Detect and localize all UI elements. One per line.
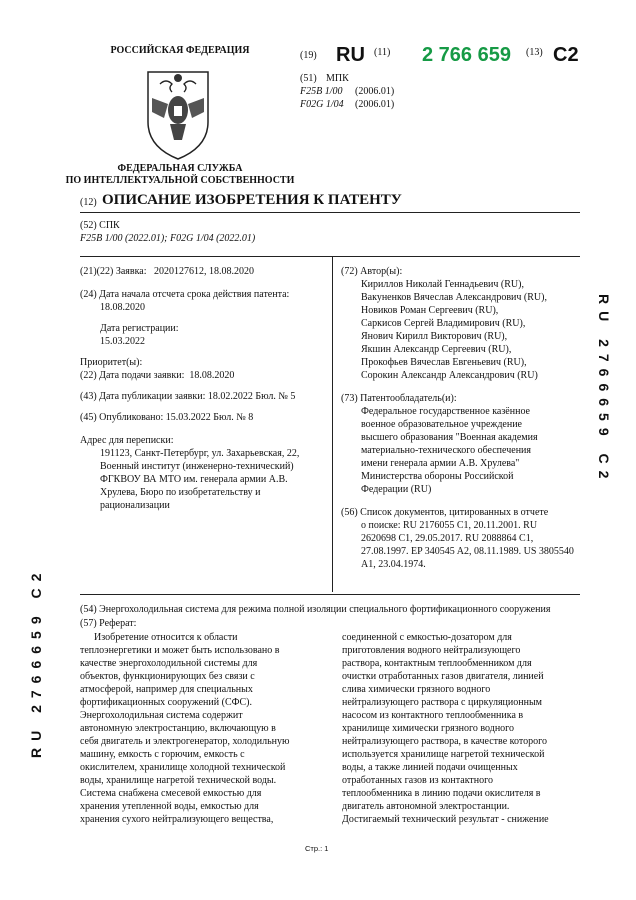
divider-top (80, 212, 580, 213)
address-line: 191123, Санкт-Петербург, ул. Захарьевская, 22, (100, 448, 300, 459)
abstract-line: насосом из контактного теплообменника в (342, 710, 524, 721)
author-item: Янович Кирилл Викторович (RU), (361, 331, 508, 342)
abstract-line: хранения утепленной воды, емкостью для (80, 801, 259, 812)
abstract-line: соединенной с емкостью-дозатором для (342, 632, 512, 643)
abstract-line: раствора, контактным теплообменником для (342, 658, 532, 669)
cited-label: (56) Список документов, цитированных в отчете (341, 507, 549, 518)
priority-label: Приоритет(ы): (80, 357, 143, 368)
author-item: Вакуненков Вячеслав Александрович (RU), (361, 292, 547, 303)
abstract-line: слива химически грязного водного (342, 684, 491, 695)
bibliographic-left (80, 265, 330, 512)
address-line: рационализации (100, 500, 170, 511)
holder-line: имени генерала армии А.В. Хрулева" (361, 458, 520, 469)
spk-value: F25B 1/00 (2022.01); F02G 1/04 (2022.01) (80, 233, 256, 244)
abstract-line: фортификационных сооружений (СФС). (80, 697, 253, 708)
abstract-line: воды, а также линией подачи очищенных (342, 762, 518, 773)
title-value: Энергохолодильная система для режима полной изоляции специального фортификационного сооружения (99, 604, 551, 615)
filing-label: (22) Дата подачи заявки: (80, 370, 185, 381)
authors-label: (72) Автор(ы): (341, 266, 403, 277)
term-label: (24) Дата начала отсчета срока действия патента: (80, 289, 290, 300)
agency-line-2: ПО ИНТЕЛЛЕКТУАЛЬНОЙ СОБСТВЕННОСТИ (65, 175, 295, 186)
bibliographic-right (341, 265, 581, 571)
abstract-label: (57) Реферат: (80, 618, 137, 629)
mpk-class-2: F02G 1/04 (300, 99, 344, 110)
mpk-version-1: (2006.01) (355, 86, 395, 97)
patent-number: 2 766 659 (422, 44, 511, 66)
holder-line: высшего образования "Военная академия (361, 432, 538, 443)
author-item: Прокофьев Вячеслав Евгеньевич (RU), (361, 357, 527, 368)
address-label: Адрес для переписки: (80, 435, 174, 446)
term-value: 18.08.2020 (100, 302, 145, 313)
abstract-line: Изобретение относится к области (94, 632, 238, 643)
address-line: Военный институт (инженерно-технический) (100, 461, 294, 472)
abstract-line: атмосферой, например для специальных (80, 684, 253, 695)
doc-type-code: (12) (80, 197, 97, 208)
abstract-right-column (342, 631, 580, 826)
holder-line: Федерации (RU) (361, 484, 432, 495)
holder-label: (73) Патентообладатель(и): (341, 393, 457, 404)
registration-label: Дата регистрации: (100, 323, 179, 334)
abstract-line: Энергохолодильная система содержит (80, 710, 243, 721)
abstract-line: окислителем, хранилище холодной технической (80, 762, 286, 773)
holder-line: Министерства обороны Российской (361, 471, 514, 482)
registration-value: 15.03.2022 (100, 336, 145, 347)
cited-line: о поиске: RU 2176055 C1, 20.11.2001. RU (361, 520, 538, 531)
country-name: РОССИЙСКАЯ ФЕДЕРАЦИЯ (110, 45, 250, 56)
publication-value: 18.02.2022 Бюл. № 5 (207, 391, 296, 402)
side-number-left: RU 2766659 C2 (28, 566, 44, 758)
code-13: (13) (526, 47, 543, 58)
abstract-line: теплообменника в линию подачи окислителя в (342, 788, 541, 799)
country-code: RU (336, 44, 365, 66)
application-label: (21)(22) Заявка: (80, 266, 147, 277)
spk-label: (52) СПК (80, 220, 120, 231)
mpk-version-2: (2006.01) (355, 99, 395, 110)
abstract-line: отработанных газов из контактного (342, 775, 493, 786)
publication-label: (43) Дата публикации заявки: (80, 391, 206, 402)
author-item: Саркисов Сергей Владимирович (RU), (361, 318, 526, 329)
divider-mid (80, 256, 580, 257)
abstract-line: себя двигатель и электрогенератор, холодильную (80, 736, 290, 747)
cited-line: 27.08.1997. EP 340545 A2, 08.11.1989. US 3805540 (361, 546, 574, 557)
column-divider (332, 256, 333, 592)
author-item: Якшин Александр Сергеевич (RU), (361, 344, 512, 355)
cited-line: 2620698 C1, 29.05.2017. RU 2088864 C1, (361, 533, 534, 544)
abstract-line: автономную электростанцию, включающую в (80, 723, 276, 734)
holder-line: Федеральное государственное казённое (361, 406, 530, 417)
holder-line: военное образовательное учреждение (361, 419, 522, 430)
abstract-line: качестве энергохолодильной системы для (80, 658, 258, 669)
abstract-line: воды, хранилище нагретой технической воды. (80, 775, 277, 786)
author-item: Новиков Роман Сергеевич (RU), (361, 305, 499, 316)
code-11: (11) (374, 47, 391, 58)
abstract-line: хранилище химически грязного водного (342, 723, 515, 734)
mpk-class-1: F25B 1/00 (300, 86, 343, 97)
address-line: ФГКВОУ ВА МТО им. генерала армии А.В. (100, 474, 288, 485)
filing-value: 18.08.2020 (189, 370, 235, 381)
holder-line: материально-технического обеспечения (361, 445, 531, 456)
agency-line-1: ФЕДЕРАЛЬНАЯ СЛУЖБА (117, 163, 243, 174)
mpk-code: (51) (300, 73, 317, 84)
cited-line: A1, 23.04.1974. (361, 559, 426, 570)
page-footer: Стр.: 1 (305, 844, 329, 853)
abstract-line: нейтрализующего раствора с циркуляционным (342, 697, 543, 708)
mpk-label: МПК (326, 73, 349, 84)
abstract-line: очистки отработанных газов двигателя, линией (342, 671, 544, 682)
kind-code: C2 (553, 44, 579, 66)
title-code: (54) (80, 604, 97, 615)
abstract-left-column (80, 631, 318, 826)
abstract-line: Достигаемый технический результат - снижение (342, 814, 549, 825)
abstract-line: объектов, функционирующих без связи с (80, 671, 255, 682)
abstract-line: нейтрализующего раствора, в качестве которого (342, 736, 547, 747)
state-emblem-icon (138, 62, 218, 162)
author-item: Кириллов Николай Геннадьевич (RU), (361, 279, 524, 290)
invention-title (80, 603, 600, 616)
abstract-line: хранения сухого нейтрализующего вещества, (80, 814, 274, 825)
abstract-line: теплоэнергетики и может быть использовано в (80, 645, 280, 656)
abstract-line: приготовления водного нейтрализующего (342, 645, 521, 656)
side-number-right: RU 2766659 C2 (596, 294, 612, 486)
code-19: (19) (300, 50, 317, 61)
published-value: 15.03.2022 Бюл. № 8 (165, 412, 254, 423)
divider-bottom (80, 594, 580, 595)
abstract-line: используется хранилище нагретой технической (342, 749, 545, 760)
author-item: Сорокин Александр Александрович (RU) (361, 370, 538, 381)
abstract-line: машину, емкость с горючим, емкость с (80, 749, 245, 760)
doc-type-title: ОПИСАНИЕ ИЗОБРЕТЕНИЯ К ПАТЕНТУ (102, 192, 402, 208)
application-value: 2020127612, 18.08.2020 (154, 266, 255, 277)
abstract-line: двигатель автономной электростанции. (342, 801, 510, 812)
abstract-line: Система снабжена смесевой емкостью для (80, 788, 262, 799)
address-line: Хрулева, Бюро по изобретательству и (100, 487, 261, 498)
published-label: (45) Опубликовано: (80, 412, 164, 423)
